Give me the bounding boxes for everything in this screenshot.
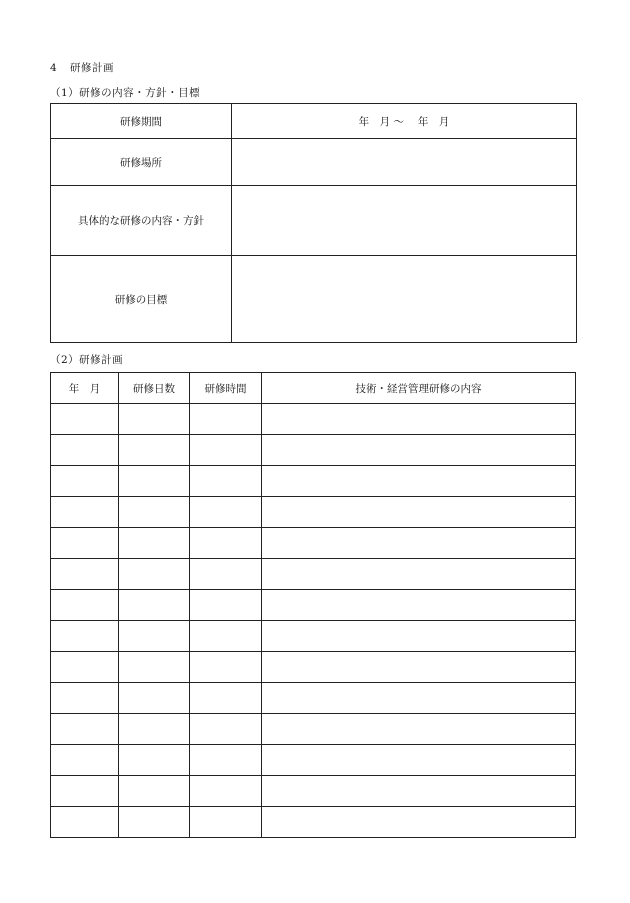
training-hours-cell[interactable] xyxy=(190,621,262,652)
training-plan-body xyxy=(51,404,576,838)
year-month-cell[interactable] xyxy=(51,528,119,559)
year-month-cell[interactable] xyxy=(51,497,119,528)
training-days-cell[interactable] xyxy=(119,776,190,807)
table-row xyxy=(51,683,576,714)
training-hours-cell[interactable] xyxy=(190,559,262,590)
year-month-cell[interactable] xyxy=(51,559,119,590)
year-month-cell[interactable] xyxy=(51,807,119,838)
training-days-cell[interactable] xyxy=(119,404,190,435)
training-period-label: 研修期間 xyxy=(51,104,232,139)
training-days-cell[interactable] xyxy=(119,466,190,497)
training-content-label: 具体的な研修の内容・方針 xyxy=(51,186,232,256)
training-plan-header-row xyxy=(51,373,576,404)
training-content-cell[interactable] xyxy=(262,559,576,590)
training-content-cell[interactable] xyxy=(262,528,576,559)
training-content-table xyxy=(50,103,577,343)
training-days-cell[interactable] xyxy=(119,807,190,838)
training-hours-cell[interactable] xyxy=(190,745,262,776)
table-row xyxy=(51,404,576,435)
year-month-cell[interactable] xyxy=(51,404,119,435)
training-hours-cell[interactable] xyxy=(190,497,262,528)
table-row xyxy=(51,466,576,497)
year-month-cell[interactable] xyxy=(51,621,119,652)
header-training-content: 技術・経営管理研修の内容 xyxy=(262,373,576,404)
training-days-cell[interactable] xyxy=(119,528,190,559)
training-content-cell[interactable] xyxy=(262,497,576,528)
training-content-field[interactable] xyxy=(232,186,577,256)
training-content-cell[interactable] xyxy=(262,590,576,621)
header-training-days: 研修日数 xyxy=(119,373,190,404)
training-location-row xyxy=(51,139,577,186)
table-row xyxy=(51,621,576,652)
year-month-cell[interactable] xyxy=(51,435,119,466)
training-days-cell[interactable] xyxy=(119,621,190,652)
training-content-cell[interactable] xyxy=(262,776,576,807)
training-content-cell[interactable] xyxy=(262,683,576,714)
section-heading xyxy=(50,60,114,75)
training-hours-cell[interactable] xyxy=(190,776,262,807)
year-month-cell[interactable] xyxy=(51,714,119,745)
training-days-cell[interactable] xyxy=(119,559,190,590)
training-hours-cell[interactable] xyxy=(190,435,262,466)
table-row xyxy=(51,528,576,559)
training-days-cell[interactable] xyxy=(119,745,190,776)
training-days-cell[interactable] xyxy=(119,590,190,621)
section-number: 4 xyxy=(50,62,58,74)
training-location-field[interactable] xyxy=(232,139,577,186)
training-days-cell[interactable] xyxy=(119,714,190,745)
table-row xyxy=(51,745,576,776)
table-row xyxy=(51,652,576,683)
training-days-cell[interactable] xyxy=(119,652,190,683)
table-row xyxy=(51,807,576,838)
table-row xyxy=(51,590,576,621)
training-goal-row xyxy=(51,256,577,343)
training-hours-cell[interactable] xyxy=(190,466,262,497)
table-row xyxy=(51,435,576,466)
subsection-2-title: （2）研修計画 xyxy=(50,354,124,366)
training-days-cell[interactable] xyxy=(119,683,190,714)
training-goal-label: 研修の目標 xyxy=(51,256,232,343)
training-location-label: 研修場所 xyxy=(51,139,232,186)
year-month-cell[interactable] xyxy=(51,652,119,683)
header-year-month: 年 月 xyxy=(51,373,119,404)
training-content-cell[interactable] xyxy=(262,745,576,776)
year-month-cell[interactable] xyxy=(51,590,119,621)
training-content-cell[interactable] xyxy=(262,621,576,652)
subsection-1-title: （1）研修の内容・方針・目標 xyxy=(50,87,201,99)
table-row xyxy=(51,559,576,590)
training-content-cell[interactable] xyxy=(262,807,576,838)
training-hours-cell[interactable] xyxy=(190,807,262,838)
training-days-cell[interactable] xyxy=(119,497,190,528)
training-hours-cell[interactable] xyxy=(190,683,262,714)
training-hours-cell[interactable] xyxy=(190,590,262,621)
training-content-cell[interactable] xyxy=(262,404,576,435)
training-content-row xyxy=(51,186,577,256)
table-row xyxy=(51,776,576,807)
training-content-cell[interactable] xyxy=(262,714,576,745)
year-month-cell[interactable] xyxy=(51,466,119,497)
training-period-field[interactable]: 年 月 〜 年 月 xyxy=(232,104,577,139)
section-title: 研修計画 xyxy=(70,62,114,74)
training-hours-cell[interactable] xyxy=(190,652,262,683)
training-plan-table xyxy=(50,372,576,838)
training-goal-field[interactable] xyxy=(232,256,577,343)
training-content-cell[interactable] xyxy=(262,466,576,497)
header-training-hours: 研修時間 xyxy=(190,373,262,404)
table-row xyxy=(51,714,576,745)
training-content-cell[interactable] xyxy=(262,435,576,466)
year-month-cell[interactable] xyxy=(51,776,119,807)
year-month-cell[interactable] xyxy=(51,745,119,776)
year-month-cell[interactable] xyxy=(51,683,119,714)
training-hours-cell[interactable] xyxy=(190,404,262,435)
training-content-cell[interactable] xyxy=(262,652,576,683)
table-row xyxy=(51,497,576,528)
training-hours-cell[interactable] xyxy=(190,528,262,559)
training-period-row xyxy=(51,104,577,139)
training-hours-cell[interactable] xyxy=(190,714,262,745)
training-days-cell[interactable] xyxy=(119,435,190,466)
